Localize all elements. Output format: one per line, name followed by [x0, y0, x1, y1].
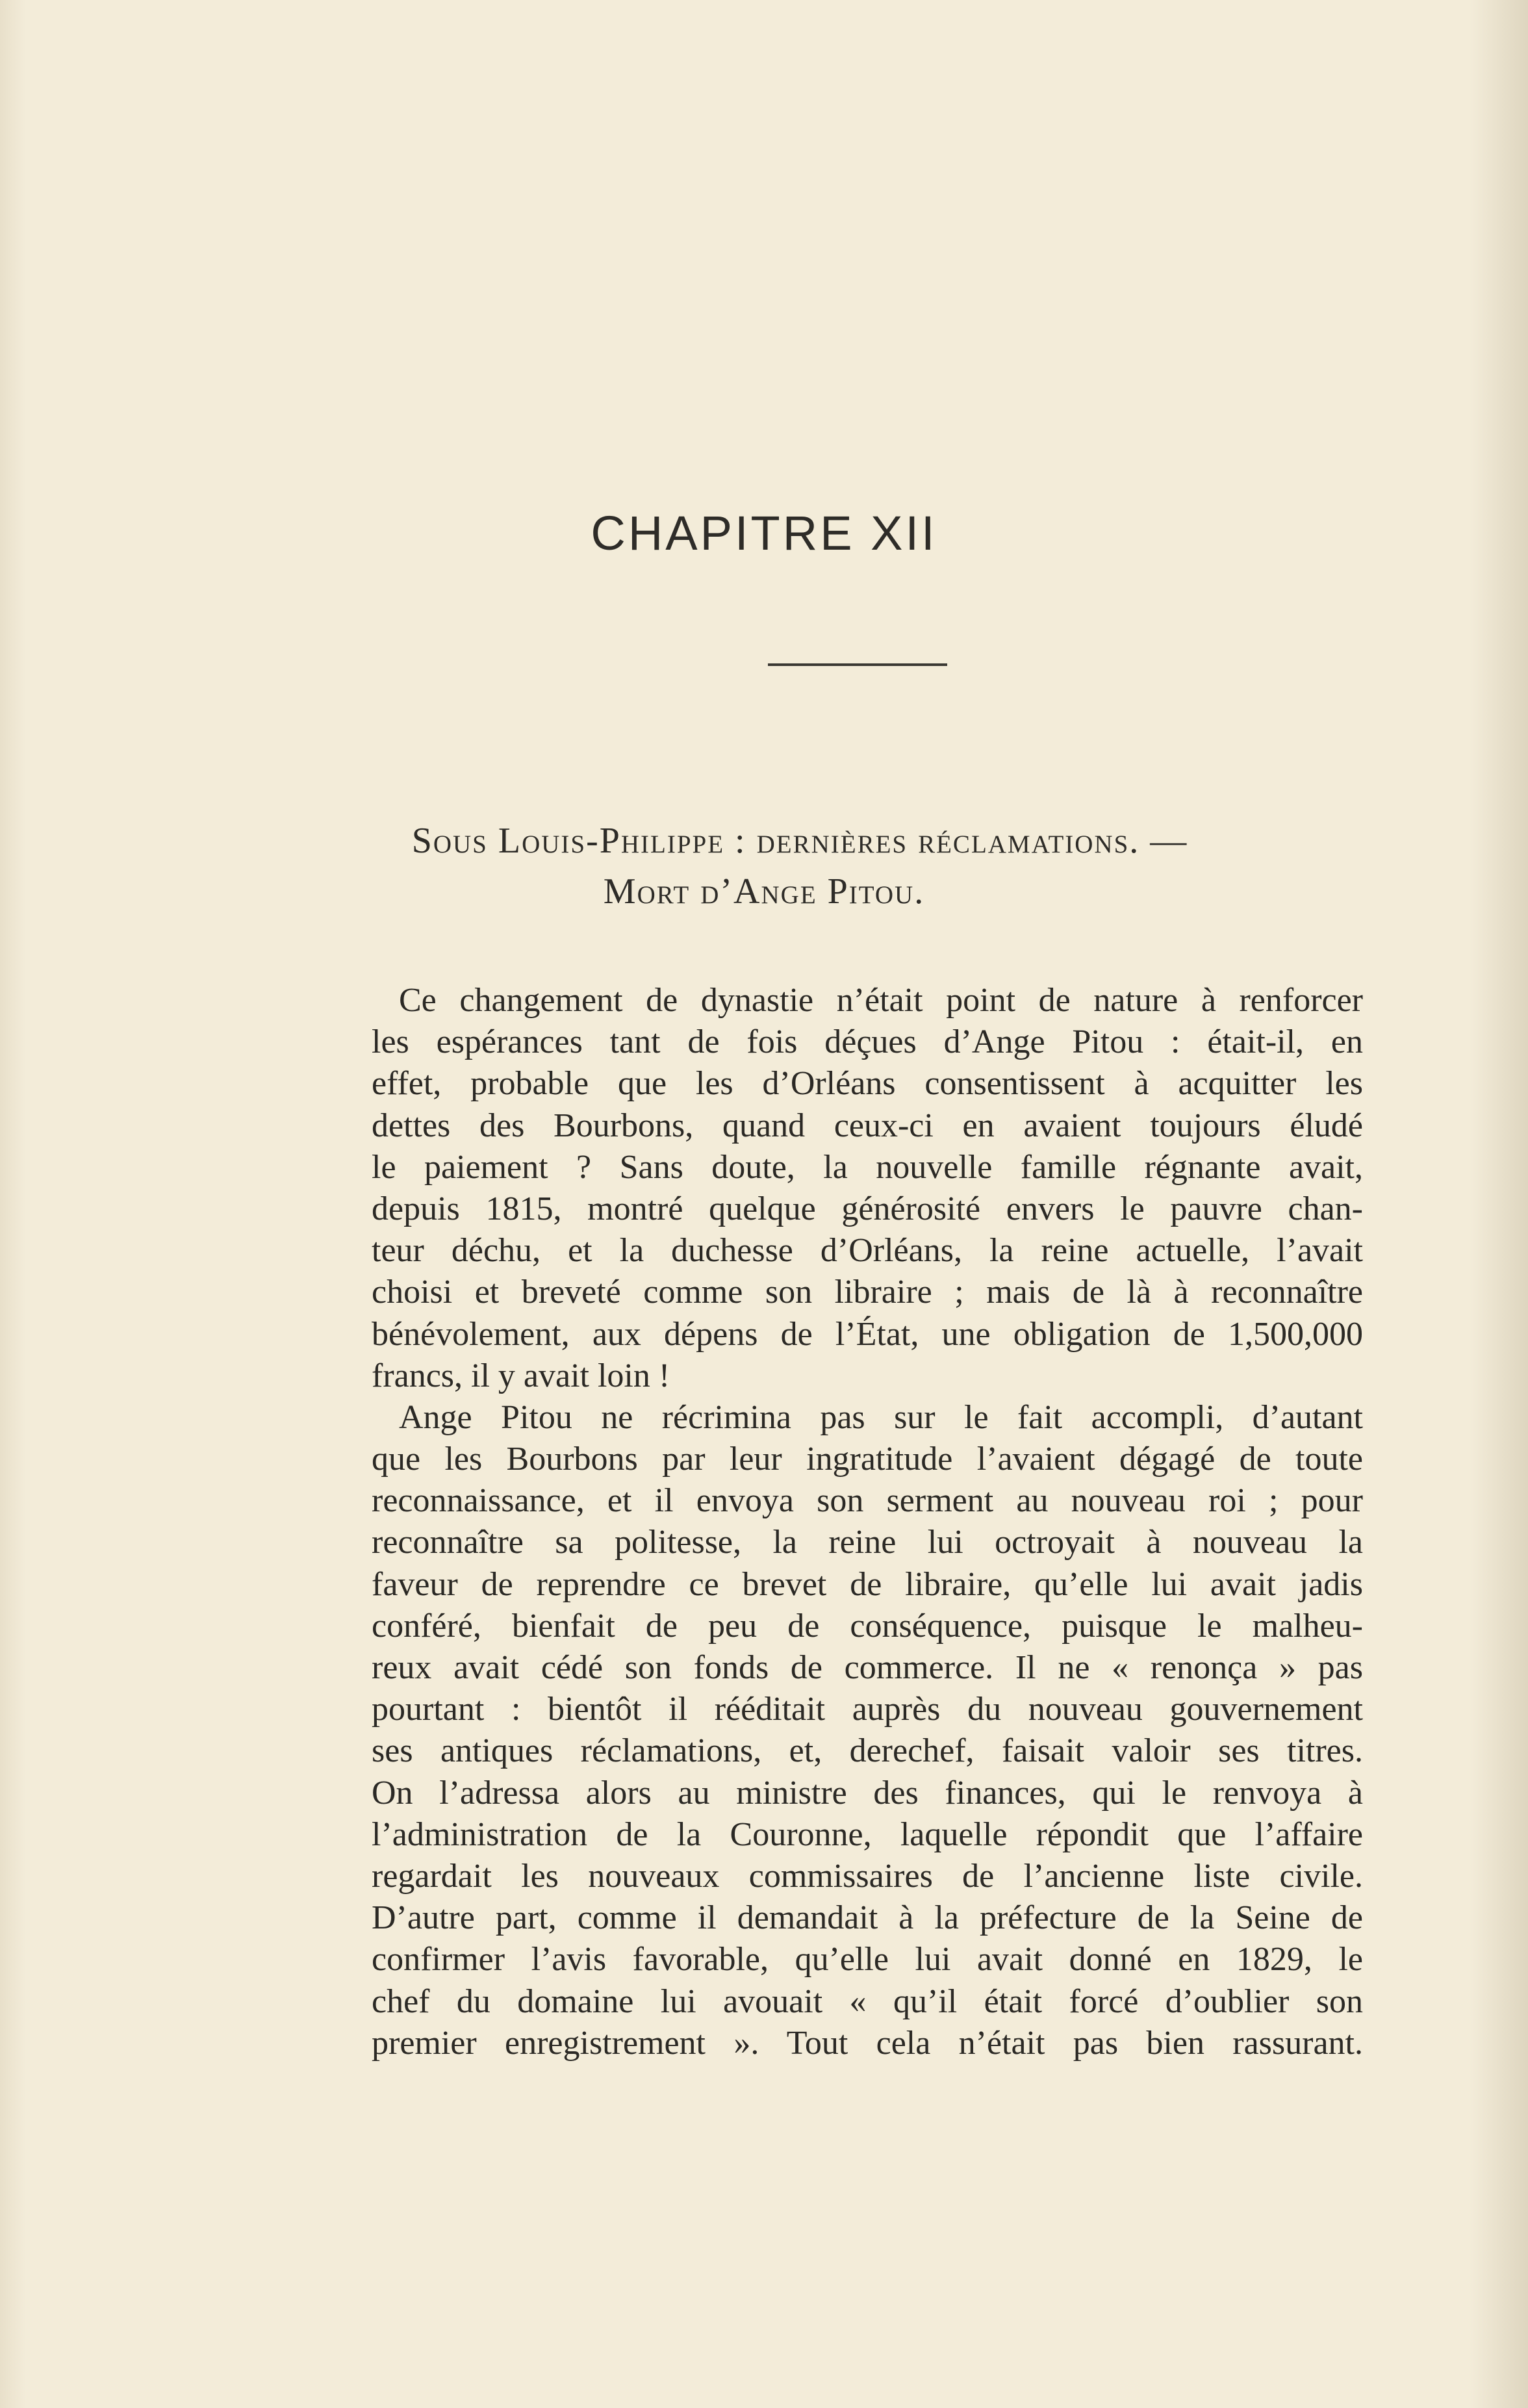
- text-line: chef du domaine lui avouait « qu’il était forcé d’oublier son: [372, 1982, 1363, 2020]
- text-line: reux avait cédé son fonds de commerce. Il ne « renonça » pas: [372, 1649, 1363, 1686]
- text-line: dettes des Bourbons, quand ceux-ci en avaient toujours éludé: [372, 1107, 1363, 1144]
- text-line: regardait les nouveaux commissaires de l’ancienne liste civile.: [372, 1857, 1363, 1895]
- body-text: [372, 980, 1363, 2064]
- text-line: bénévolement, aux dépens de l’État, une obligation de 1,500,000: [372, 1315, 1363, 1353]
- text-line: On l’adressa alors au ministre des finances, qui le renvoya à: [372, 1774, 1363, 1812]
- text-line: les espérances tant de fois déçues d’Ange Pitou : était-il, en: [372, 1023, 1363, 1061]
- text-line: confirmer l’avis favorable, qu’elle lui avait donné en 1829, le: [372, 1941, 1363, 1979]
- text-line: effet, probable que les d’Orléans consentissent à acquitter les: [372, 1065, 1363, 1103]
- text-line: D’autre part, comme il demandait à la préfecture de la Seine de: [372, 1899, 1363, 1937]
- chapter-title: CHAPITRE XII: [591, 506, 937, 560]
- text-line: le paiement ? Sans doute, la nouvelle famille régnante avait,: [372, 1148, 1363, 1186]
- text-line: teur déchu, et la duchesse d’Orléans, la reine actuelle, l’avait: [372, 1232, 1363, 1270]
- text-line: faveur de reprendre ce brevet de libraire, qu’elle lui avait jadis: [372, 1565, 1363, 1603]
- text-line: conféré, bienfait de peu de conséquence, puisque le malheu-: [372, 1607, 1363, 1645]
- text-line: l’administration de la Couronne, laquelle répondit que l’affaire: [372, 1815, 1363, 1853]
- text-line: reconnaissance, et il envoya son serment au nouveau roi ; pour: [372, 1482, 1363, 1520]
- page-gutter-shadow: [1470, 0, 1528, 2408]
- chapter-subtitle-line-2: Mort d’Ange Pitou.: [603, 871, 925, 912]
- text-line: Ange Pitou ne récrimina pas sur le fait accompli, d’autant: [399, 1398, 1363, 1436]
- text-line: premier enregistrement ». Tout cela n’était pas bien rassurant.: [372, 2024, 1363, 2062]
- text-line: que les Bourbons par leur ingratitude l’avaient dégagé de toute: [372, 1441, 1363, 1478]
- text-line: reconnaître sa politesse, la reine lui octroyait à nouveau la: [372, 1524, 1363, 1561]
- text-line: depuis 1815, montré quelque générosité envers le pauvre chan-: [372, 1190, 1363, 1227]
- text-line: choisi et breveté comme son libraire ; mais de là à reconnaître: [372, 1274, 1363, 1311]
- text-line: pourtant : bientôt il rééditait auprès du nouveau gouvernement: [372, 1691, 1363, 1728]
- title-divider: [768, 663, 947, 666]
- text-line: francs, il y avait loin !: [372, 1357, 670, 1394]
- chapter-subtitle-line-1: Sous Louis-Philippe : dernières réclamations. —: [411, 821, 1188, 861]
- page-edge-shade: [0, 0, 26, 2408]
- text-line: Ce changement de dynastie n’était point de nature à renforcer: [399, 982, 1363, 1019]
- text-line: ses antiques réclamations, et, derechef, faisait valoir ses titres.: [372, 1732, 1363, 1770]
